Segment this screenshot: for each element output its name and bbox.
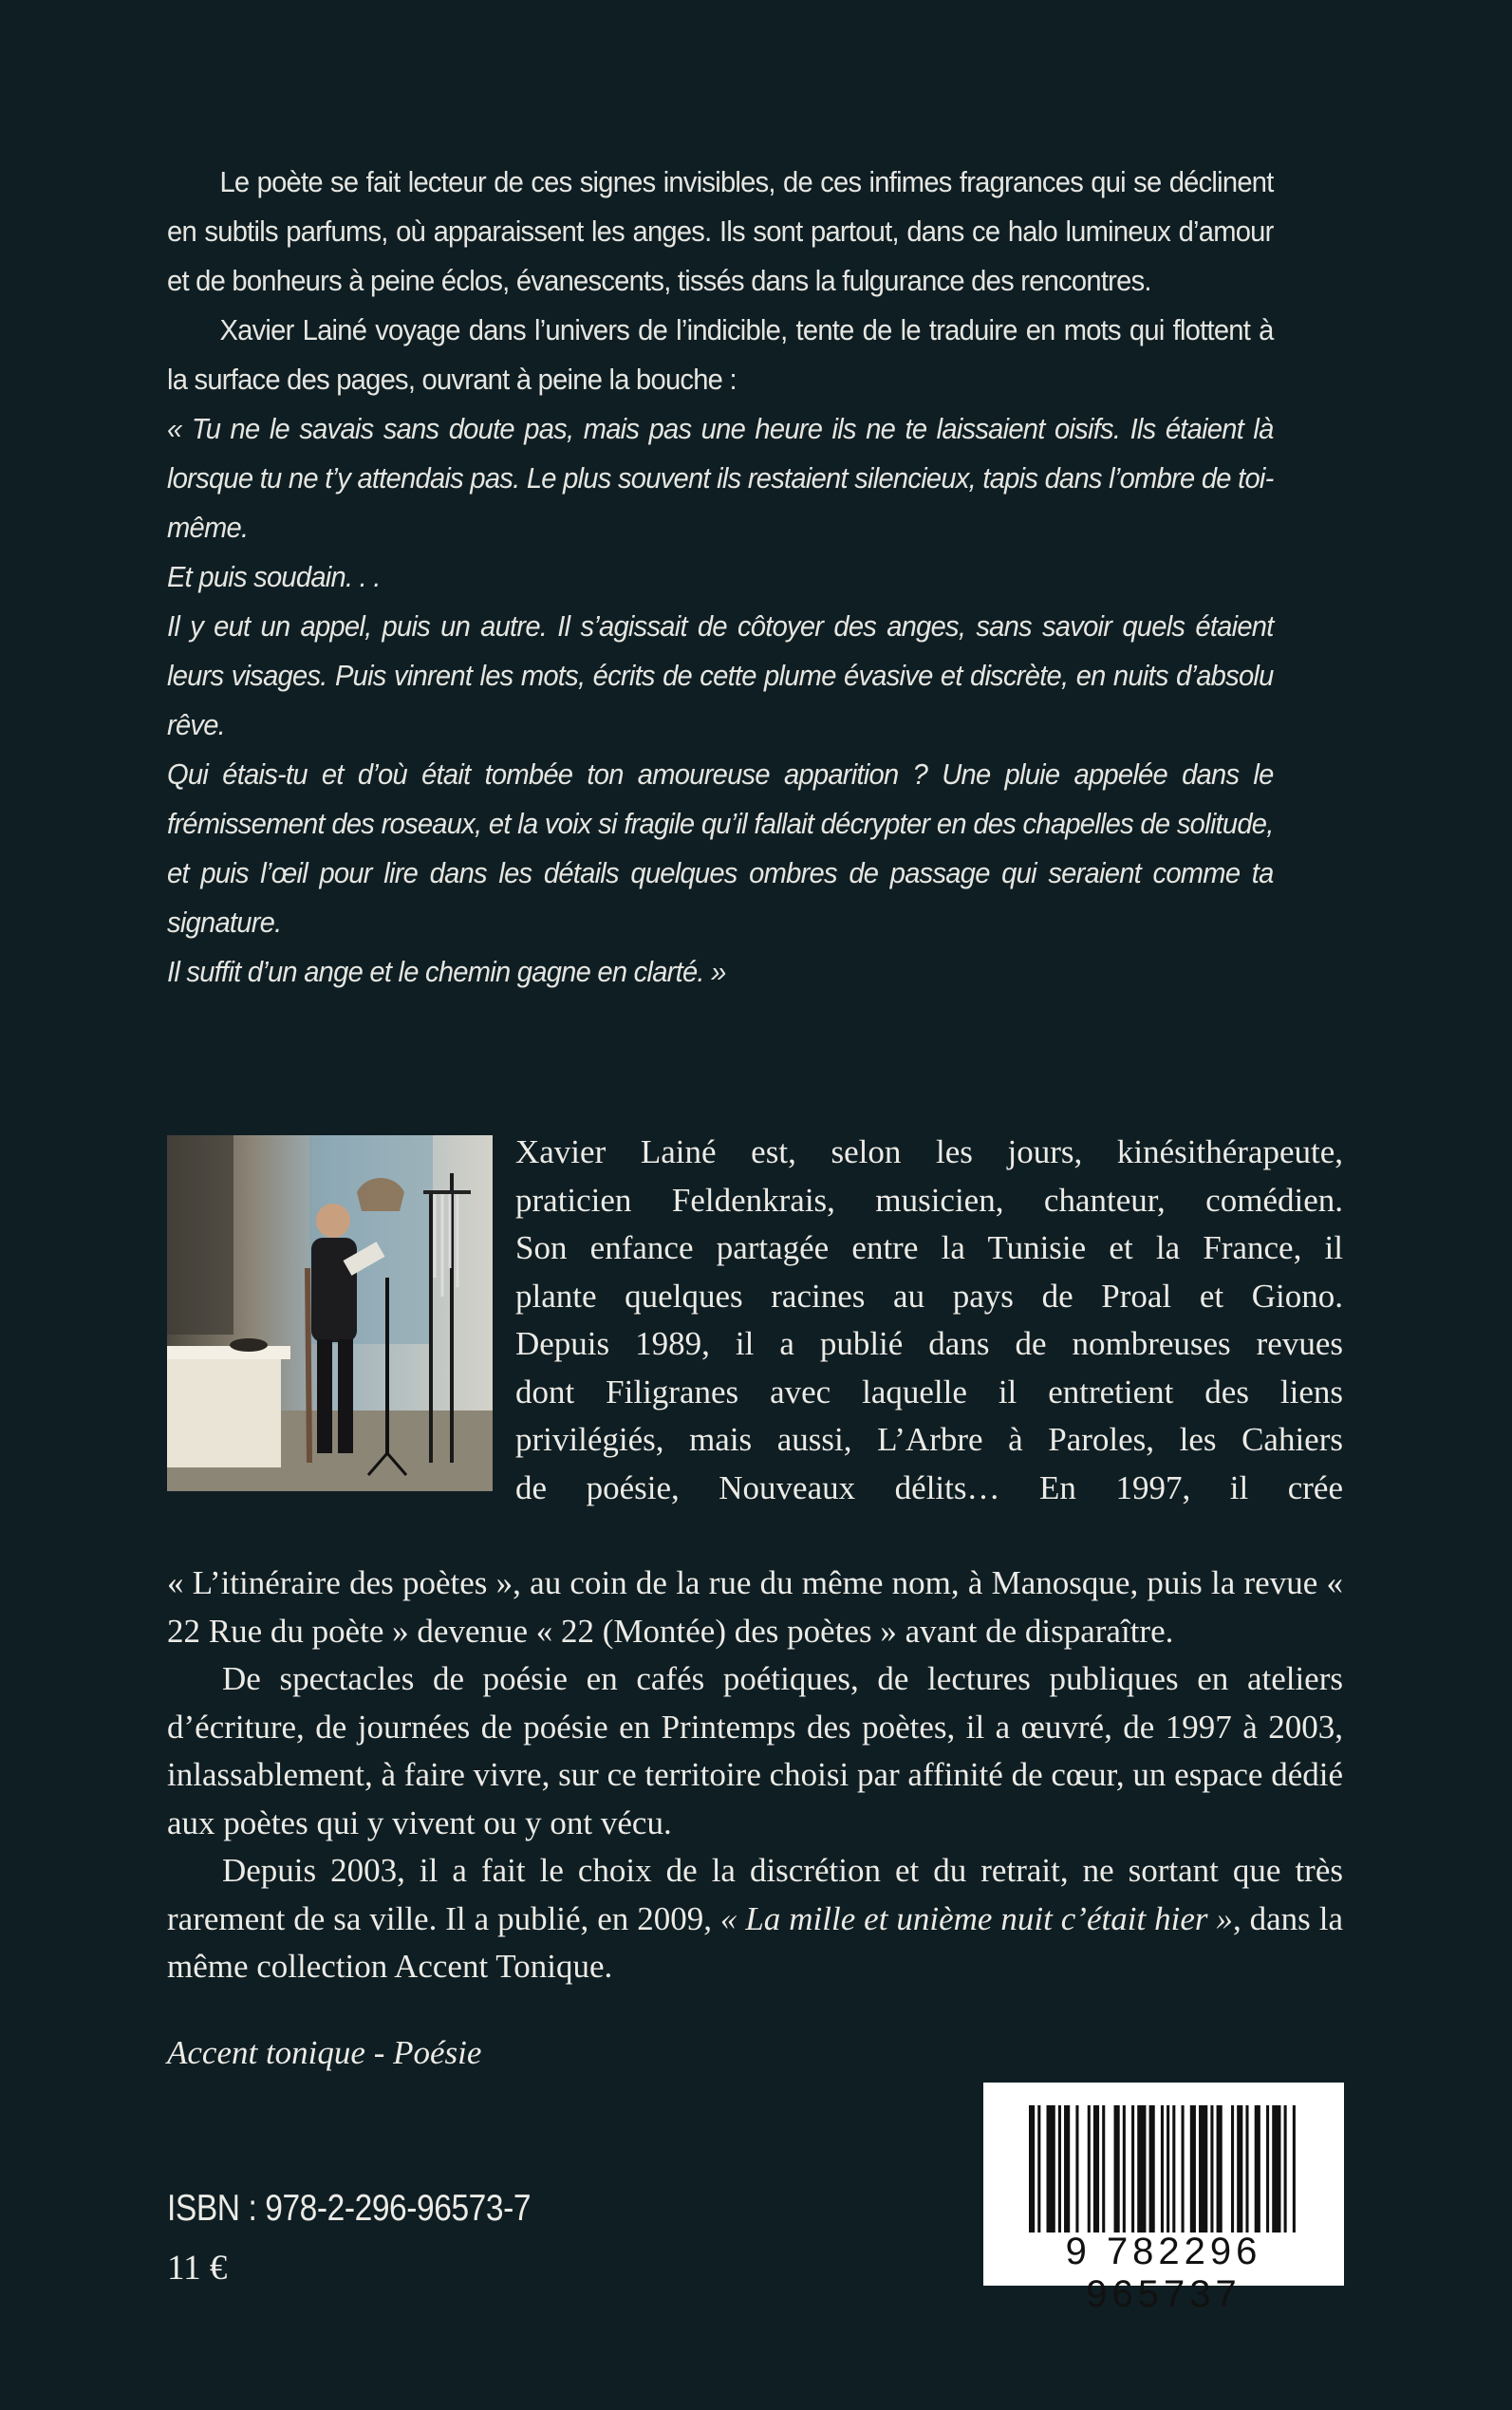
- barcode-bar: [1088, 2105, 1091, 2233]
- author-bio-intro: [515, 1129, 1343, 1512]
- bio-line: Son enfance partagée entre la Tunisie et la France, il: [515, 1229, 1343, 1266]
- barcode: [983, 2083, 1344, 2315]
- barcode-bar: [1210, 2105, 1213, 2233]
- barcode-bar: [1064, 2105, 1070, 2233]
- barcode-bar: [1284, 2105, 1287, 2233]
- price: 11 €: [167, 2249, 228, 2288]
- blurb-quote-line: Il suffit d’un ange et le chemin gagne en clarté. »: [167, 955, 726, 988]
- barcode-bar: [1190, 2105, 1196, 2233]
- barcode-bar: [1058, 2105, 1061, 2233]
- author-photo-illustration: [167, 1135, 493, 1491]
- barcode-bar: [1245, 2105, 1248, 2233]
- barcode-bar: [1114, 2105, 1120, 2233]
- barcode-bar: [1029, 2105, 1035, 2233]
- barcode-bar: [1217, 2105, 1223, 2233]
- barcode-bar: [1037, 2105, 1040, 2233]
- barcode-bar: [1167, 2105, 1169, 2233]
- barcode-bar: [1272, 2105, 1280, 2233]
- isbn: ISBN : 978-2-296-96573-7: [167, 2188, 532, 2229]
- barcode-bar: [1293, 2105, 1296, 2233]
- bio-continuation: « L’itinéraire des poètes », au coin de la rue du même nom, à Manosque, puis la revue « 22 Rue du poète » devenue « 22 (Montée) des poètes » avant de disparaître.: [167, 1564, 1343, 1650]
- barcode-bar: [1123, 2105, 1126, 2233]
- barcode-bar: [1131, 2105, 1134, 2233]
- barcode-bars: [1029, 2105, 1298, 2233]
- barcode-bar: [1047, 2105, 1055, 2233]
- bio-paragraph-3: [167, 1847, 1343, 1991]
- barcode-bar: [1237, 2105, 1242, 2233]
- bio-line: Depuis 1989, il a publié dans de nombreuses revues: [515, 1325, 1343, 1362]
- bio-line: dont Filigranes avec laquelle il entretient des liens: [515, 1373, 1343, 1411]
- bio-paragraph-3-end: , dans la même collection Accent Tonique.: [167, 1899, 1343, 1985]
- barcode-bar: [1161, 2105, 1164, 2233]
- blurb-quote-line: Et puis soudain. . .: [167, 560, 381, 593]
- barcode-bar: [1182, 2105, 1185, 2233]
- barcode-bar: [1093, 2105, 1099, 2233]
- barcode-bar: [1075, 2105, 1078, 2233]
- bio-line: privilégiés, mais aussi, L’Arbre à Paroles, les Cahiers: [515, 1421, 1343, 1458]
- bio-line: praticien Feldenkrais, musicien, chanteur, comédien.: [515, 1181, 1343, 1219]
- back-cover-blurb: [167, 158, 1274, 997]
- blurb-paragraph-2: Xavier Lainé voyage dans l’univers de l’indicible, tente de le traduire en mots qui flottent à la surface des pages, ouvrant à peine la bouche :: [167, 313, 1274, 396]
- barcode-bar: [1149, 2105, 1155, 2233]
- book-title: « La mille et unième nuit c’était hier »: [719, 1899, 1233, 1937]
- bio-paragraph-2: De spectacles de poésie en cafés poétiques, de lectures publiques en ateliers d’écriture, de journées de poésie en Printemps des poètes, il a œuvré, de 1997 à 2003, inlassablement, à faire vivre, sur ce territoire choisi par affinité de cœur, un espace dédié aux poètes qui y vivent ou y ont vécu.: [167, 1660, 1343, 1841]
- bio-line: Xavier Lainé est, selon les jours, kinésithérapeute,: [515, 1133, 1343, 1170]
- barcode-bar: [1199, 2105, 1207, 2233]
- barcode-bar: [1172, 2105, 1175, 2233]
- barcode-digits: 9 782296 965737: [1065, 2231, 1262, 2315]
- bio-line: plante quelques racines au pays de Proal et Giono.: [515, 1277, 1343, 1315]
- blurb-paragraph-1: Le poète se fait lecteur de ces signes invisibles, de ces infimes fragrances qui se déclinent en subtils parfums, où apparaissent les anges. Ils sont partout, dans ce halo lumineux d’amour et de bonheurs à peine éclos, évanescents, tissés dans la fulgurance des rencontres.: [167, 165, 1274, 297]
- bio-line: de poésie, Nouveaux délits… En 1997, il crée: [515, 1468, 1343, 1506]
- barcode-bar: [1231, 2105, 1234, 2233]
- barcode-bar: [1137, 2105, 1146, 2233]
- collection-name: Accent tonique - Poésie: [167, 2034, 482, 2071]
- barcode-bar: [1266, 2105, 1269, 2233]
- blurb-quote-line: Qui étais-tu et d’où était tombée ton amoureuse apparition ? Une pluie appelée dans le frémissement des roseaux, et la voix si fragile qu’il fallait décrypter en des chapelles de solitude, et puis l’œil pour lire dans les détails quelques ombres de passage qui seraient comme ta signature.: [167, 757, 1274, 939]
- barcode-bar: [1102, 2105, 1105, 2233]
- blurb-quote-line: « Tu ne le savais sans doute pas, mais pas une heure ils ne te laissaient oisifs. Ils étaient là lorsque tu ne t’y attendais pas. Le plus souvent ils restaient silencieux, tapis dans l’ombre de toi-même.: [167, 412, 1274, 544]
- author-bio: [167, 1560, 1343, 1991]
- bio-paragraph-3-text: Depuis 2003, il a fait le choix de la discrétion et du retrait, ne sortant que très rarement de sa ville. Il a publié, en 2009,: [167, 1852, 1343, 1937]
- barcode-bar: [1255, 2105, 1260, 2233]
- author-photo: [167, 1135, 493, 1491]
- blurb-quote-line: Il y eut un appel, puis un autre. Il s’agissait de côtoyer des anges, sans savoir quels étaient leurs visages. Puis vinrent les mots, écrits de cette plume évasive et discrète, en nuits d’absolu rêve.: [167, 609, 1274, 741]
